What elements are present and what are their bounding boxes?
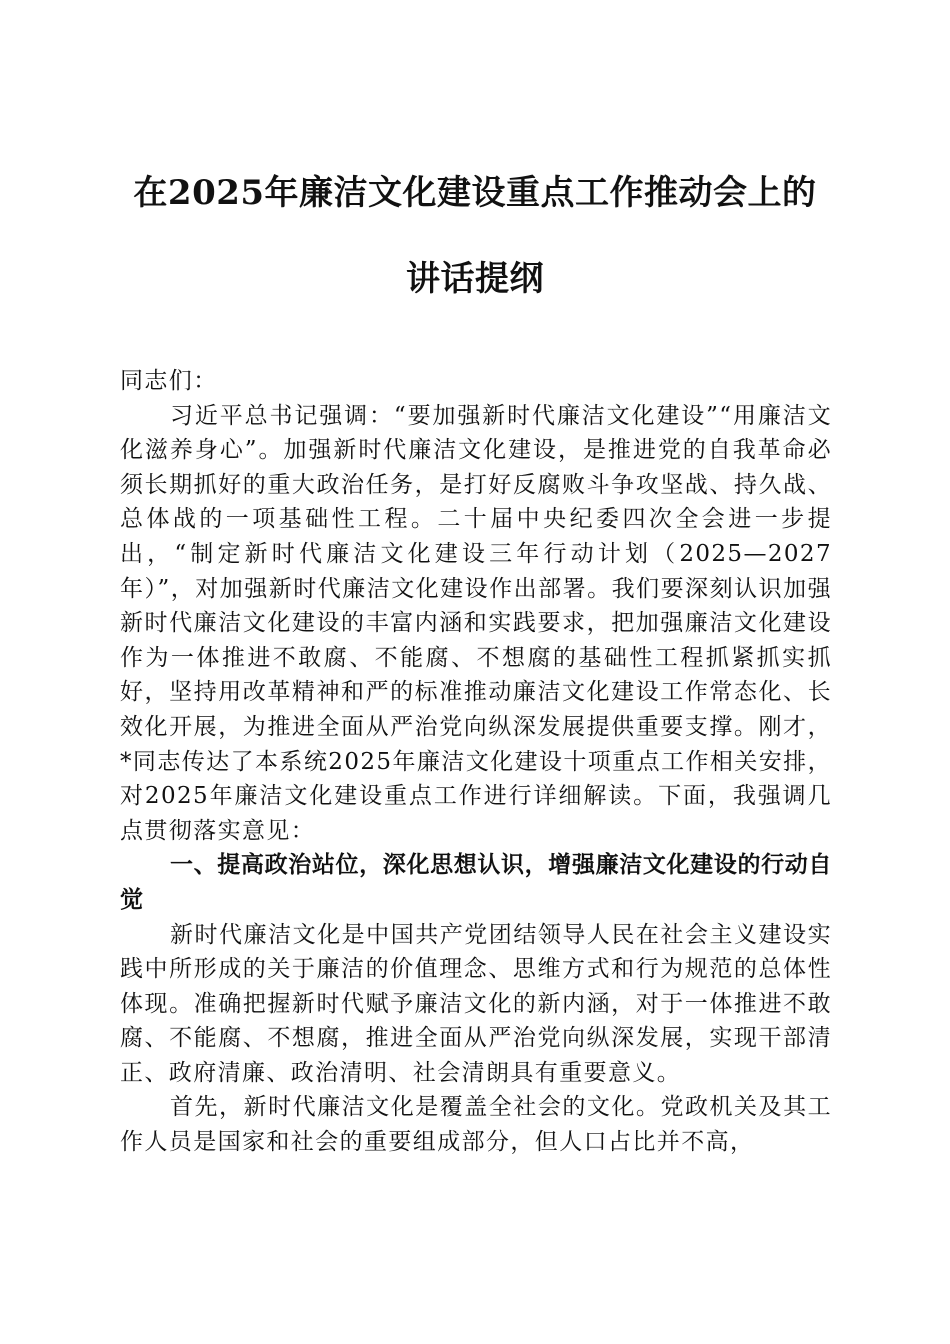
document-title — [100, 165, 850, 307]
salutation: 同志们： — [120, 368, 218, 394]
document-body — [120, 364, 832, 1160]
title-line-1: 在2025年廉洁文化建设重点工作推动会上的 — [133, 173, 817, 213]
body-paragraph: 习近平总书记强调：“要加强新时代廉洁文化建设”“用廉洁文化滋养身心”。加强新时代廉洁文化建设，是推进党的自我革命必须长期抓好的重大政治任务，是打好反腐败斗争攻坚战、持久战、总体战的一项基础性工程。二十届中央纪委四次全会进一步提出，“制定新时代廉洁文化建设三年行动计划（2025—2027年）”，对加强新时代廉洁文化建设作出部署。我们要深刻认识加强新时代廉洁文化建设的丰富内涵和实践要求，把加强廉洁文化建设作为一体推进不敢腐、不能腐、不想腐的基础性工程抓紧抓实抓好，坚持用改革精神和严的标准推动廉洁文化建设工作常态化、长效化开展，为推进全面从严治党向纵深发展提供重要支撑。刚才，*同志传达了本系统2025年廉洁文化建设十项重点工作相关安排，对2025年廉洁文化建设重点工作进行详细解读。下面，我强调几点贯彻落实意见： — [120, 402, 832, 844]
body-paragraph: 新时代廉洁文化是中国共产党团结领导人民在社会主义建设实践中所形成的关于廉洁的价值理念、思维方式和行为规范的总体性体现。准确把握新时代赋予廉洁文化的新内涵，对于一体推进不敢腐、不能腐、不想腐，推进全面从严治党向纵深发展，实现干部清正、政府清廉、政治清明、社会清朗具有重要意义。 — [120, 921, 832, 1086]
body-paragraph: 首先，新时代廉洁文化是覆盖全社会的文化。党政机关及其工作人员是国家和社会的重要组成部分，但人口占比并不高， — [120, 1094, 832, 1156]
title-line-2: 讲话提纲 — [406, 259, 544, 299]
section-heading: 一、提高政治站位，深化思想认识，增强廉洁文化建设的行动自觉 — [120, 852, 832, 913]
